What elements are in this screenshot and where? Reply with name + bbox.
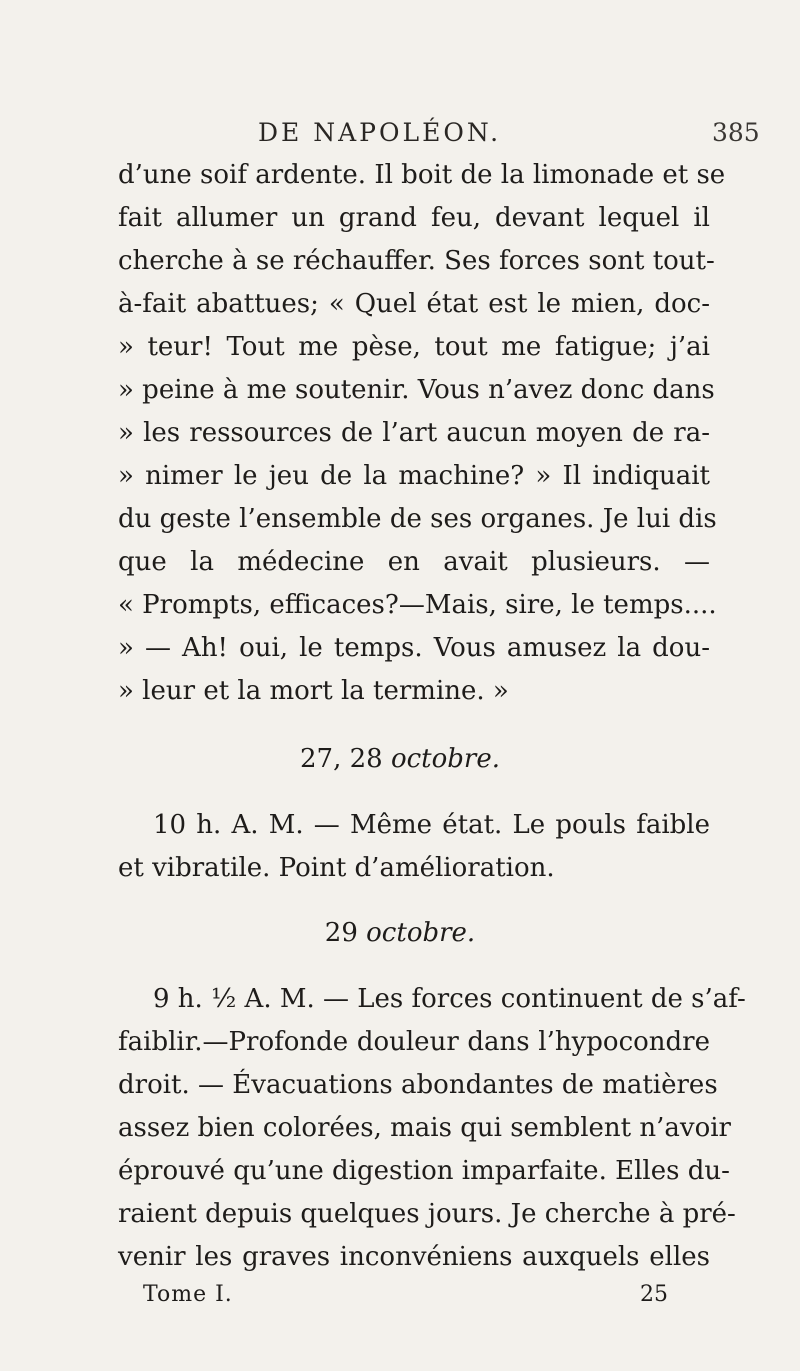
date-heading-number: 27, 28 — [299, 744, 383, 774]
text-line: que la médecine en avait plusieurs. — — [118, 547, 710, 577]
text-line: et vibratile. Point d’amélioration. — [118, 853, 555, 883]
text-line: à-fait abattues; « Quel état est le mien, doc- — [118, 289, 710, 319]
date-heading — [0, 916, 800, 950]
text-line: » leur et la mort la termine. » — [118, 676, 509, 706]
text-line: » teur! Tout me pèse, tout me fatigue; j’ai — [118, 332, 710, 362]
running-head — [0, 118, 800, 152]
text-line: faiblir.—Profonde douleur dans l’hypocondre — [118, 1027, 710, 1057]
text-line: fait allumer un grand feu, devant lequel il — [118, 203, 710, 233]
text-line: venir les graves inconvéniens auxquels elles — [118, 1242, 710, 1272]
signature-mark: Tome I. — [143, 1282, 233, 1307]
text-line: 10 h. A. M. — Même état. Le pouls faible — [153, 810, 710, 840]
text-line: » les ressources de l’art aucun moyen de ra- — [118, 418, 710, 448]
text-line: assez bien colorées, mais qui semblent n’avoir — [118, 1113, 731, 1143]
date-heading-month: octobre. — [390, 744, 500, 774]
text-line: du geste l’ensemble de ses organes. Je lui dis — [118, 504, 717, 534]
date-heading-number: 29 — [324, 918, 358, 948]
text-line: 9 h. ½ A. M. — Les forces continuent de s’af- — [153, 984, 746, 1014]
text-line: » — Ah! oui, le temps. Vous amusez la dou- — [118, 633, 710, 663]
text-line: éprouvé qu’une digestion imparfaite. Elles du- — [118, 1156, 730, 1186]
text-line: » peine à me soutenir. Vous n’avez donc dans — [118, 375, 715, 405]
text-line: d’une soif ardente. Il boit de la limonade et se — [118, 160, 726, 190]
text-line: » nimer le jeu de la machine? » Il indiquait — [118, 461, 710, 491]
date-heading — [0, 742, 800, 776]
text-line: « Prompts, efficaces?—Mais, sire, le temps.... — [118, 590, 717, 620]
text-line: raient depuis quelques jours. Je cherche à pré- — [118, 1199, 736, 1229]
text-line: cherche à se réchauffer. Ses forces sont tout- — [118, 246, 715, 276]
date-heading-month: octobre. — [366, 918, 476, 948]
signature-number: 25 — [640, 1282, 668, 1307]
page-number: 385 — [712, 118, 760, 147]
running-title: DE NAPOLÉON. — [258, 118, 502, 147]
text-line: droit. — Évacuations abondantes de matières — [118, 1070, 718, 1100]
